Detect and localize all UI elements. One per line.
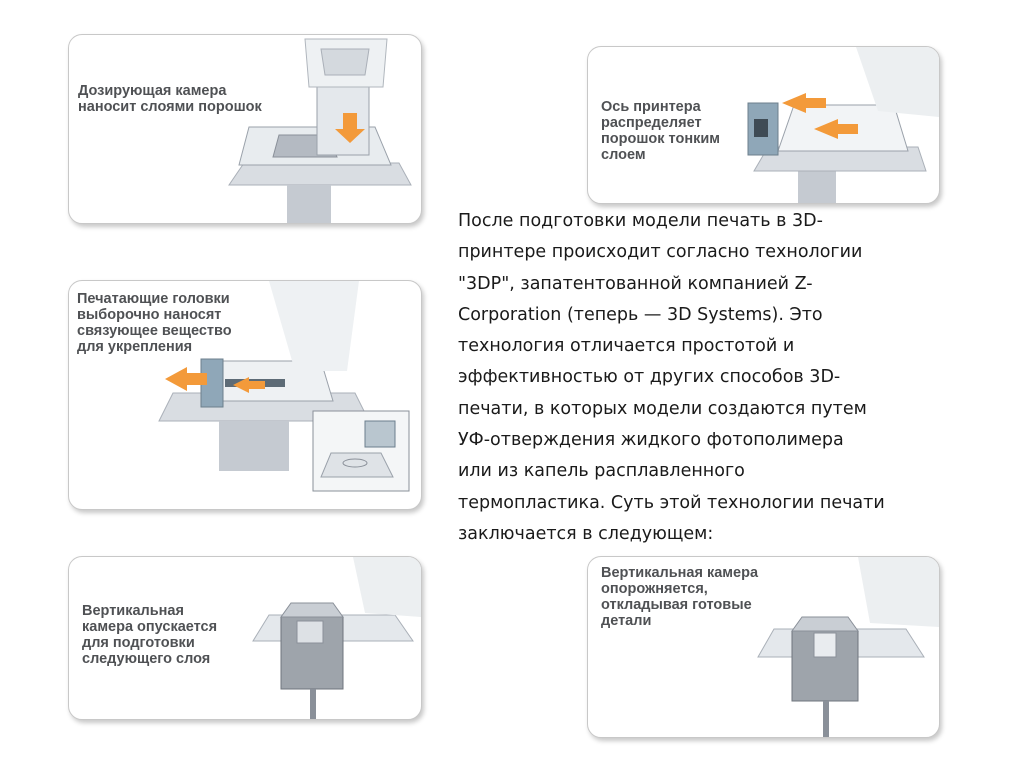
- description-line: "3DP", запатентованной компанией Z-: [458, 273, 813, 294]
- process-description: [458, 206, 978, 550]
- description-line: или из капель расплавленного: [458, 461, 745, 482]
- description-line: Corporation (теперь — 3D Systems). Это: [458, 304, 823, 325]
- step-panel-print-heads: [68, 280, 422, 510]
- step-panel-chamber-lowers: [68, 556, 422, 720]
- step-panel-chamber-empties: [587, 556, 940, 738]
- step-panel-dosing-chamber: [68, 34, 422, 224]
- dosing-chamber-illustration: [69, 35, 421, 223]
- description-line: эффективностью от других способов 3D-: [458, 367, 841, 388]
- description-line: термопластика. Суть этой технологии печати: [458, 492, 885, 513]
- dosing-chamber-caption: Дозирующая камера наносит слоями порошок: [78, 83, 262, 115]
- step-panel-printer-axis: [587, 46, 940, 204]
- description-line: УФ-отверждения жидкого фотополимера: [458, 430, 844, 451]
- chamber-lowers-caption: Вертикальная камера опускается для подготовки следующего слоя: [82, 603, 218, 667]
- description-line: печати, в которых модели создаются путем: [458, 398, 867, 419]
- print-heads-caption: Печатающие головки выборочно наносят связующее вещество для укрепления: [77, 291, 232, 355]
- description-line: технология отличается простотой и: [458, 336, 795, 357]
- description-line: принтере происходит согласно технологии: [458, 242, 863, 263]
- description-line: После подготовки модели печать в 3D-: [458, 211, 823, 231]
- description-line: заключается в следующем:: [458, 523, 714, 544]
- chamber-empties-caption: Вертикальная камера опорожняется, откладывая готовые детали: [601, 565, 759, 629]
- printer-axis-caption: Ось принтера распределяет порошок тонким слоем: [601, 99, 720, 163]
